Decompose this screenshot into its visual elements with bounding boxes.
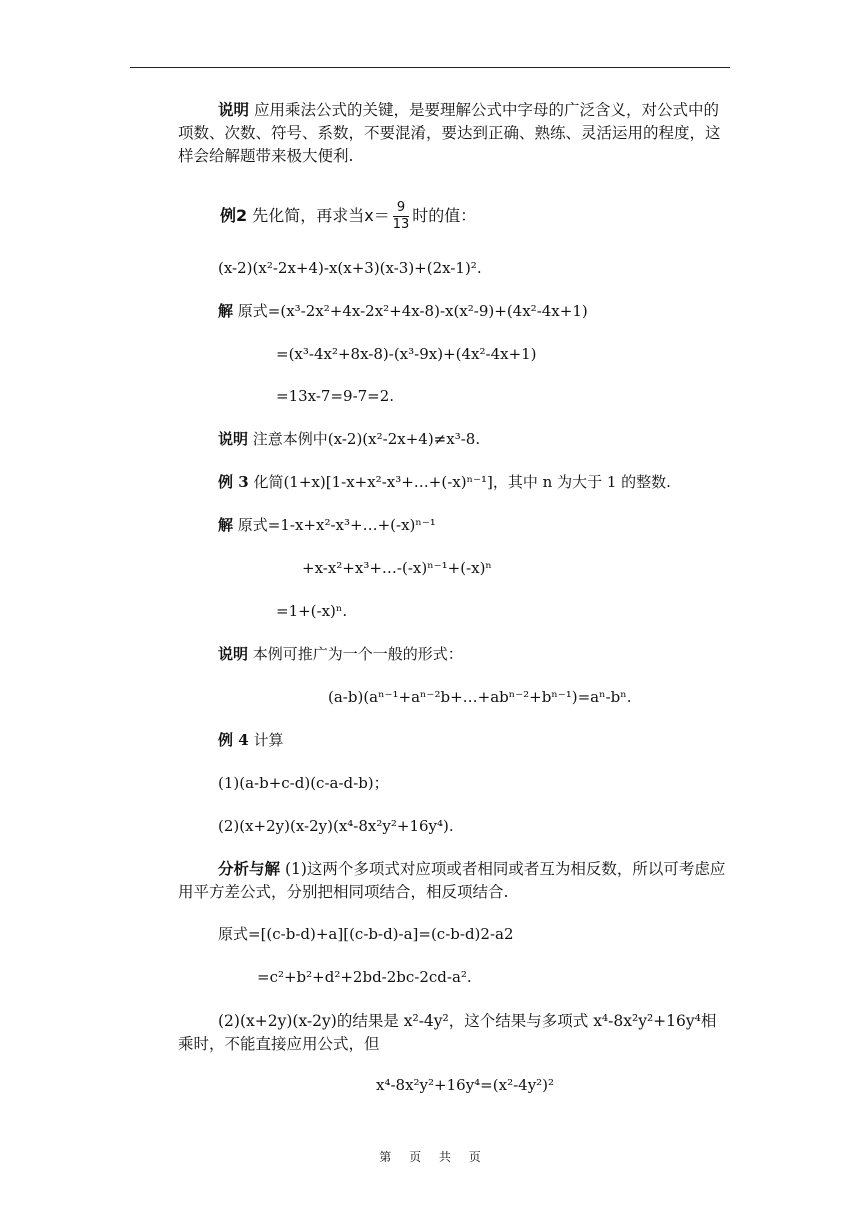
example-3-text: 化简(1+x)[1-x+x²-x³+…+(-x)ⁿ⁻¹]，其中 n 为大于 1 的整数. [253,473,671,491]
fraction-denominator: 13 [392,217,410,232]
header-rule [130,67,730,68]
solution-label: 解 [218,302,234,320]
example-4-solution-line-2: =c²+b²+d²+2bd-2bc-2cd-a². [257,968,472,986]
example-4-part-2-paragraph: (2)(x+2y)(x-2y)的结果是 x²-4y²，这个结果与多项式 x⁴-8x²y²+16y⁴相乘时，不能直接应用公式，但 [178,1012,717,1053]
example-4-question-2: (2)(x+2y)(x-2y)(x⁴-8x²y²+16y⁴). [218,817,454,835]
example-4-question-1: (1)(a-b+c-d)(c-a-d-b)； [218,774,389,792]
example-3-line [218,472,671,492]
note-label: 说明 [218,430,249,448]
example-4-line [218,730,283,750]
example-3-solution-line-2: +x-x²+x³+…-(-x)ⁿ⁻¹+(-x)ⁿ [302,559,492,577]
note-paragraph-1 [178,98,728,168]
note-line-3 [218,644,463,664]
example-2-heading [220,200,476,233]
fraction-numerator: 9 [393,200,410,217]
note-label: 说明 [218,645,249,663]
general-formula: (a-b)(aⁿ⁻¹+aⁿ⁻²b+…+abⁿ⁻²+bⁿ⁻¹)=aⁿ-bⁿ. [328,688,632,706]
analysis-label: 分析与解 [218,859,281,878]
solution-line-2: =(x³-4x²+8x-8)-(x³-9x)+(4x²-4x+1) [276,345,537,363]
example-2-expression: (x-2)(x²-2x+4)-x(x+3)(x-3)+(2x-1)². [218,259,482,277]
solution-line-1 [218,301,588,321]
analysis-paragraph [178,857,728,904]
note-label: 说明 [218,100,250,119]
example-4-label: 例 4 [218,731,249,749]
example-4-text: 计算 [253,731,284,749]
example-2-text-after: 时的值： [412,206,477,225]
example-3-label: 例 3 [218,473,249,491]
page-footer: 第 页 共 页 [379,1150,481,1164]
example-4-final-identity: x⁴-8x²y²+16y⁴=(x²-4y²)² [376,1076,555,1094]
solution-label: 解 [218,516,234,534]
example-3-solution-text-1: 原式=1-x+x²-x³+…+(-x)ⁿ⁻¹ [237,516,436,534]
fraction [393,200,410,233]
analysis-text: (1)这两个多项式对应项或者相同或者互为相反数，所以可考虑应用平方差公式，分别把相同项结合，相反项结合. [178,860,726,901]
note-text: 本例可推广为一个一般的形式： [252,645,463,663]
note-line-2 [218,429,480,449]
example-3-solution-line-3: =1+(-x)ⁿ. [276,602,348,620]
example-3-solution-line-1 [218,515,436,535]
example-2-label: 例2 [220,206,248,225]
solution-line-3: =13x-7=9-7=2. [276,387,395,405]
solution-text-1: 原式=(x³-2x²+4x-2x²+4x-8)-x(x²-9)+(4x²-4x+1) [237,302,588,320]
note-text: 注意本例中(x-2)(x²-2x+4)≠x³-8. [252,430,481,448]
note-text: 应用乘法公式的关键，是要理解公式中字母的广泛含义，对公式中的项数、次数、符号、系数，不要混淆，要达到正确、熟练、灵活运用的程度，这样会给解题带来极大便利. [178,101,721,165]
example-2-text-before: 先化简，再求当x＝ [252,206,390,225]
example-4-solution-line-1: 原式=[(c-b-d)+a][(c-b-d)-a]=(c-b-d)2-a2 [218,925,514,943]
